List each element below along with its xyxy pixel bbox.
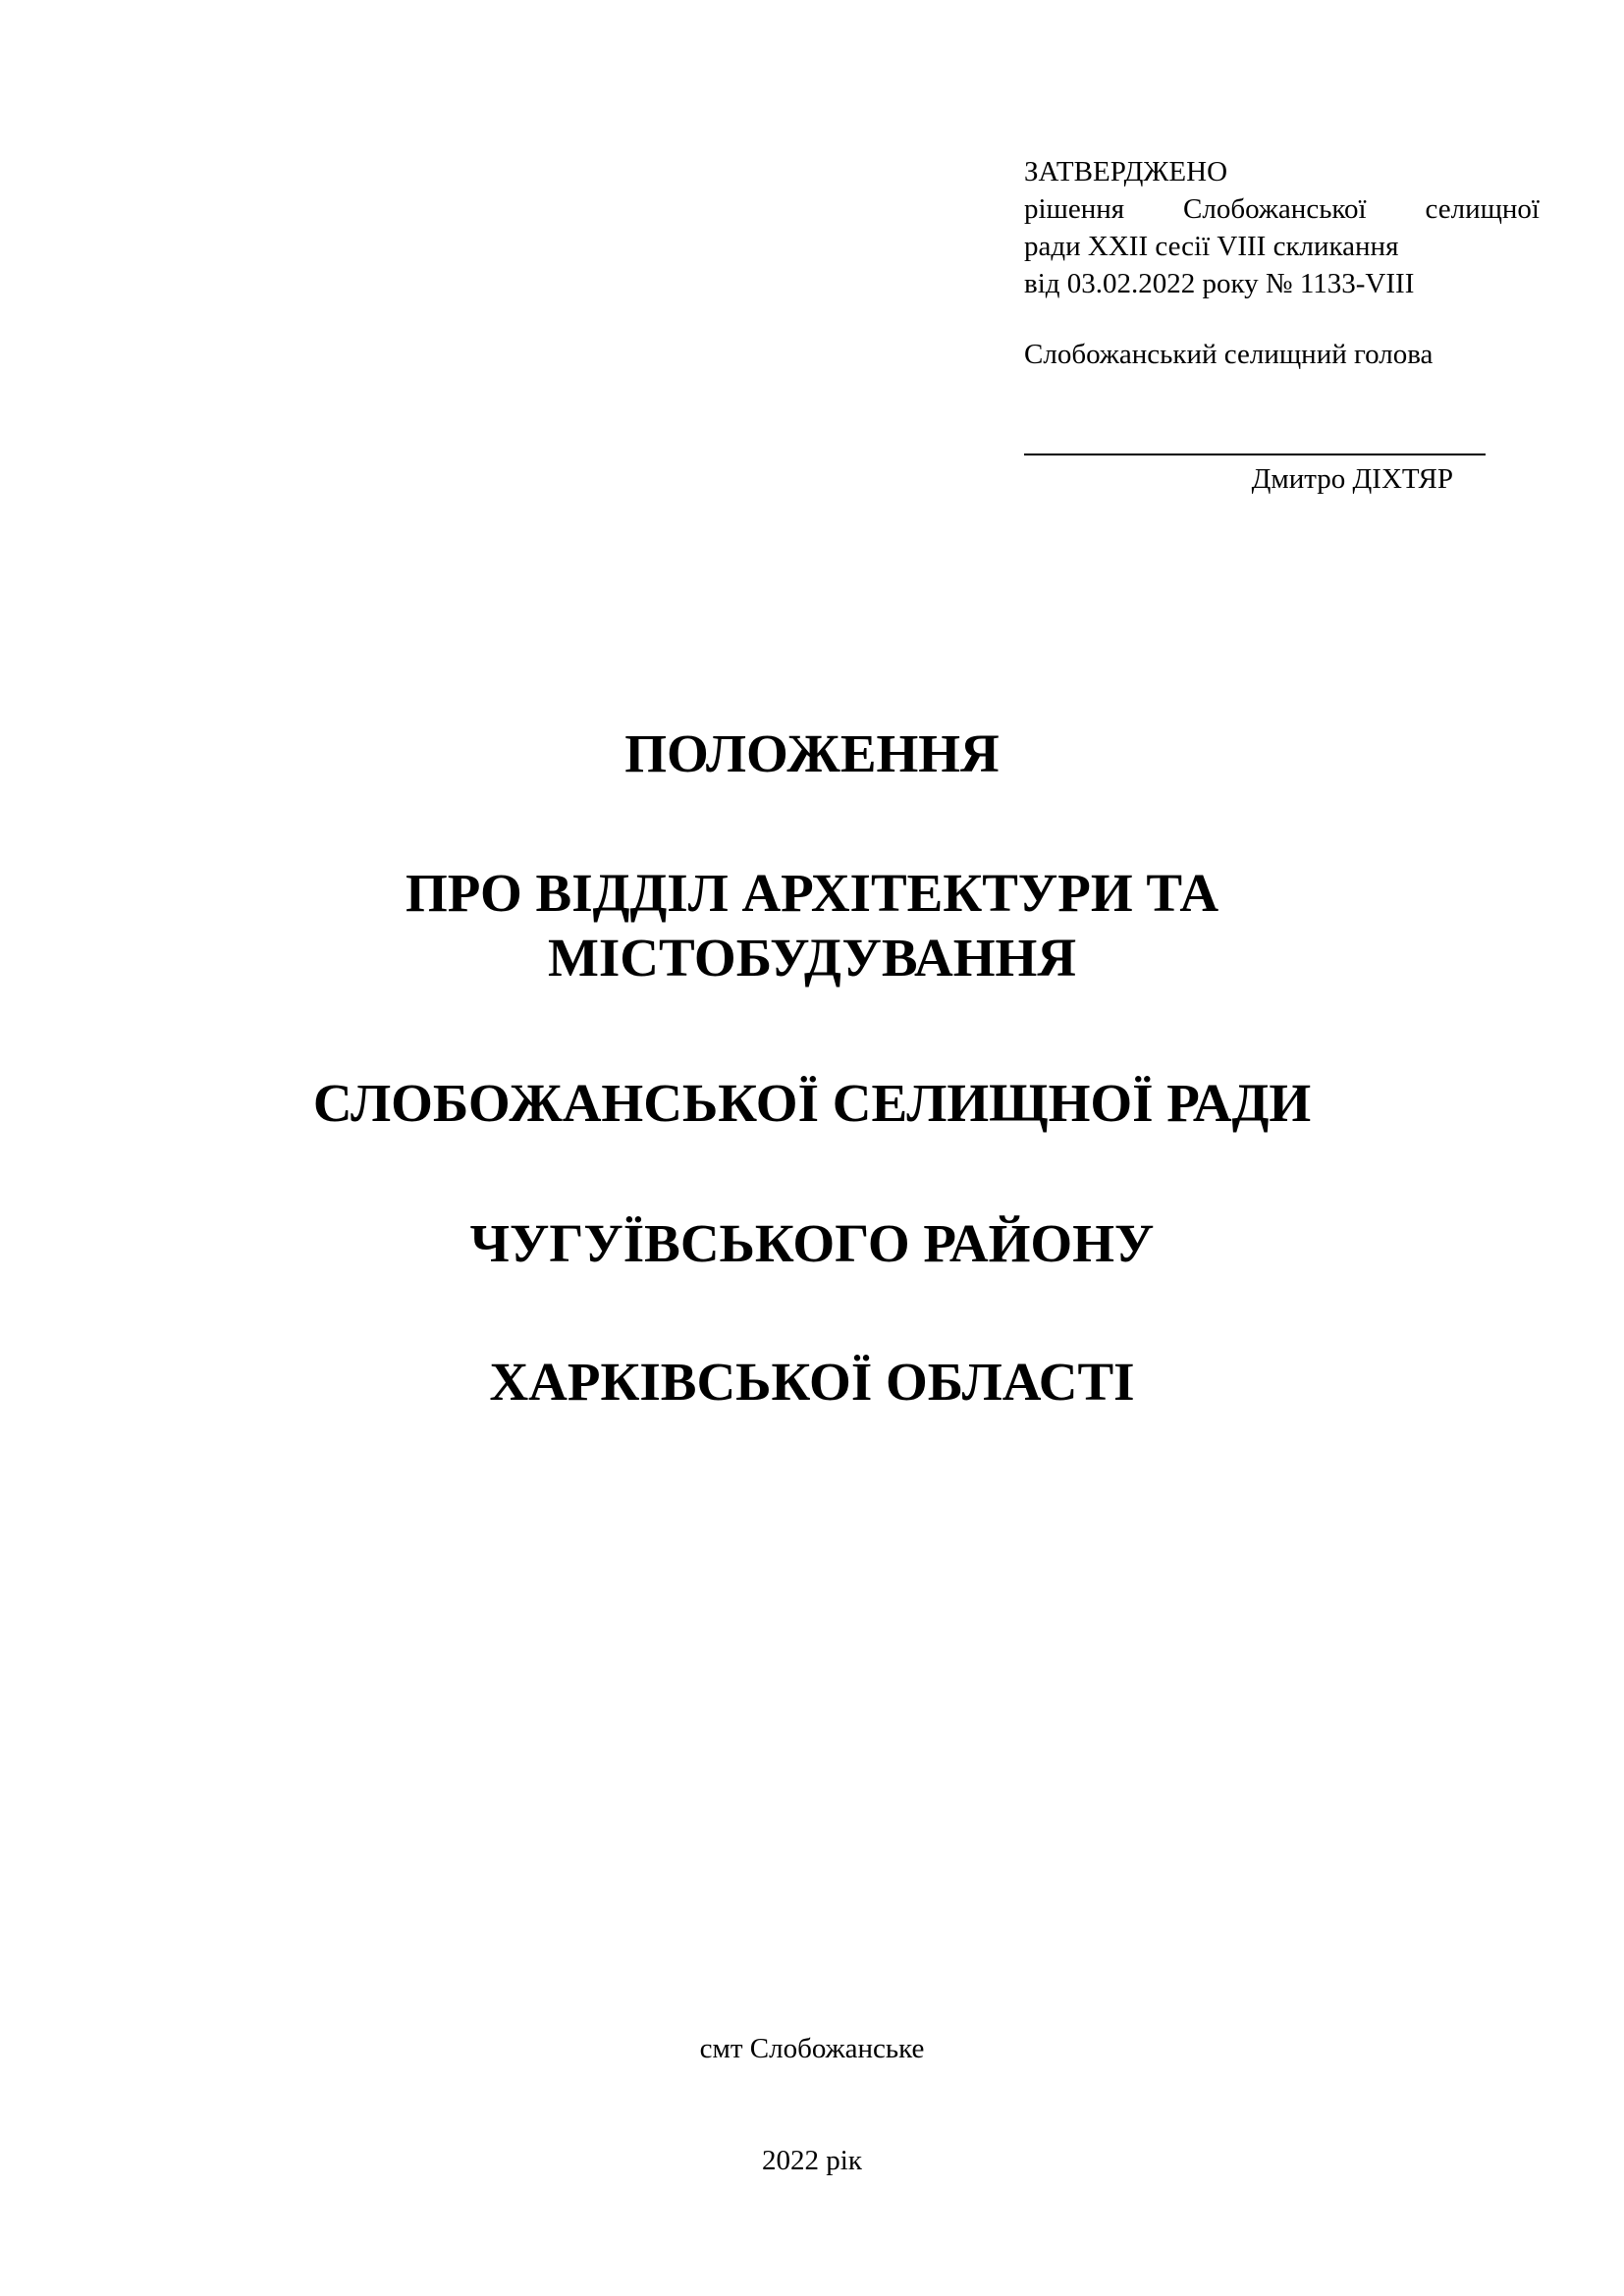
document-title: ПОЛОЖЕННЯ bbox=[624, 723, 1000, 783]
document-year: 2022 рік bbox=[762, 2145, 862, 2176]
subtitle-line-b: МІСТОБУДУВАННЯ bbox=[547, 928, 1077, 988]
place-name: смт Слобожанське bbox=[699, 2033, 925, 2064]
decision-line-2: ради XXII сесії VIII скликання bbox=[1024, 231, 1399, 262]
document-subtitle-district: ЧУГУЇВСЬКОГО РАЙОНУ bbox=[469, 1213, 1155, 1273]
document-subtitle-department bbox=[0, 861, 1624, 990]
head-name: Дмитро ДІХТЯР bbox=[1251, 463, 1453, 495]
head-title: Слобожанський селищний голова bbox=[1024, 339, 1434, 370]
decision-line-1: рішення Слобожанської селищної bbox=[1024, 193, 1540, 225]
document-subtitle-council: СЛОБОЖАНСЬКОЇ СЕЛИЩНОЇ РАДИ bbox=[312, 1073, 1312, 1133]
approval-stamp-block bbox=[1024, 153, 1540, 373]
signature-line bbox=[1024, 454, 1486, 455]
subtitle-line-a: ПРО ВІДДІЛ АРХІТЕКТУРИ ТА bbox=[405, 863, 1219, 923]
approved-label: ЗАТВЕРДЖЕНО bbox=[1024, 156, 1228, 187]
decision-line-3: від 03.02.2022 року № 1133-VIII bbox=[1024, 268, 1415, 299]
document-subtitle-region: ХАРКІВСЬКОЇ ОБЛАСТІ bbox=[489, 1352, 1135, 1412]
